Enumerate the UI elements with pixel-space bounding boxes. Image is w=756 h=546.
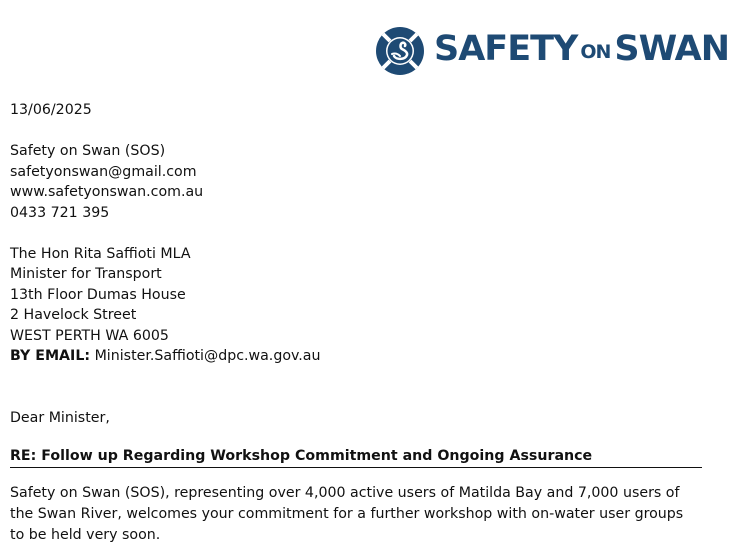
email-label: BY EMAIL: [10,348,91,364]
body-line: Safety on Swan (SOS), representing over 4,000 active users of Matilda Bay and 7,000 users of [10,485,680,501]
logo-wordmark [434,28,729,75]
letter-date: 13/06/2025 [10,102,92,118]
subject-underline [10,467,702,468]
recipient-address-line2: 2 Havelock Street [10,307,137,323]
logo-text-swan: SWAN [614,29,730,69]
logo-text-safety: SAFETY [434,29,578,69]
subject-line: RE: Follow up Regarding Workshop Commitment and Ongoing Assurance [10,448,593,464]
logo-text-on: ON [580,41,611,63]
lifebuoy-swan-icon [374,25,426,77]
salutation: Dear Minister, [10,410,110,426]
recipient-email-line [10,346,321,366]
recipient-address-line3: WEST PERTH WA 6005 [10,328,169,344]
logo [374,22,754,80]
recipient-name: The Hon Rita Saffioti MLA [10,246,191,262]
recipient-address-line1: 13th Floor Dumas House [10,287,186,303]
body-line: to be held very soon. [10,527,161,543]
recipient-title: Minister for Transport [10,266,162,282]
sender-phone: 0433 721 395 [10,205,110,221]
body-line: the Swan River, welcomes your commitment for a further workshop with on-water user groups [10,506,684,522]
sender-website: www.safetyonswan.com.au [10,184,204,200]
sender-email: safetyonswan@gmail.com [10,164,197,180]
sender-name: Safety on Swan (SOS) [10,143,166,159]
recipient-email: Minister.Saffioti@dpc.wa.gov.au [94,348,321,364]
